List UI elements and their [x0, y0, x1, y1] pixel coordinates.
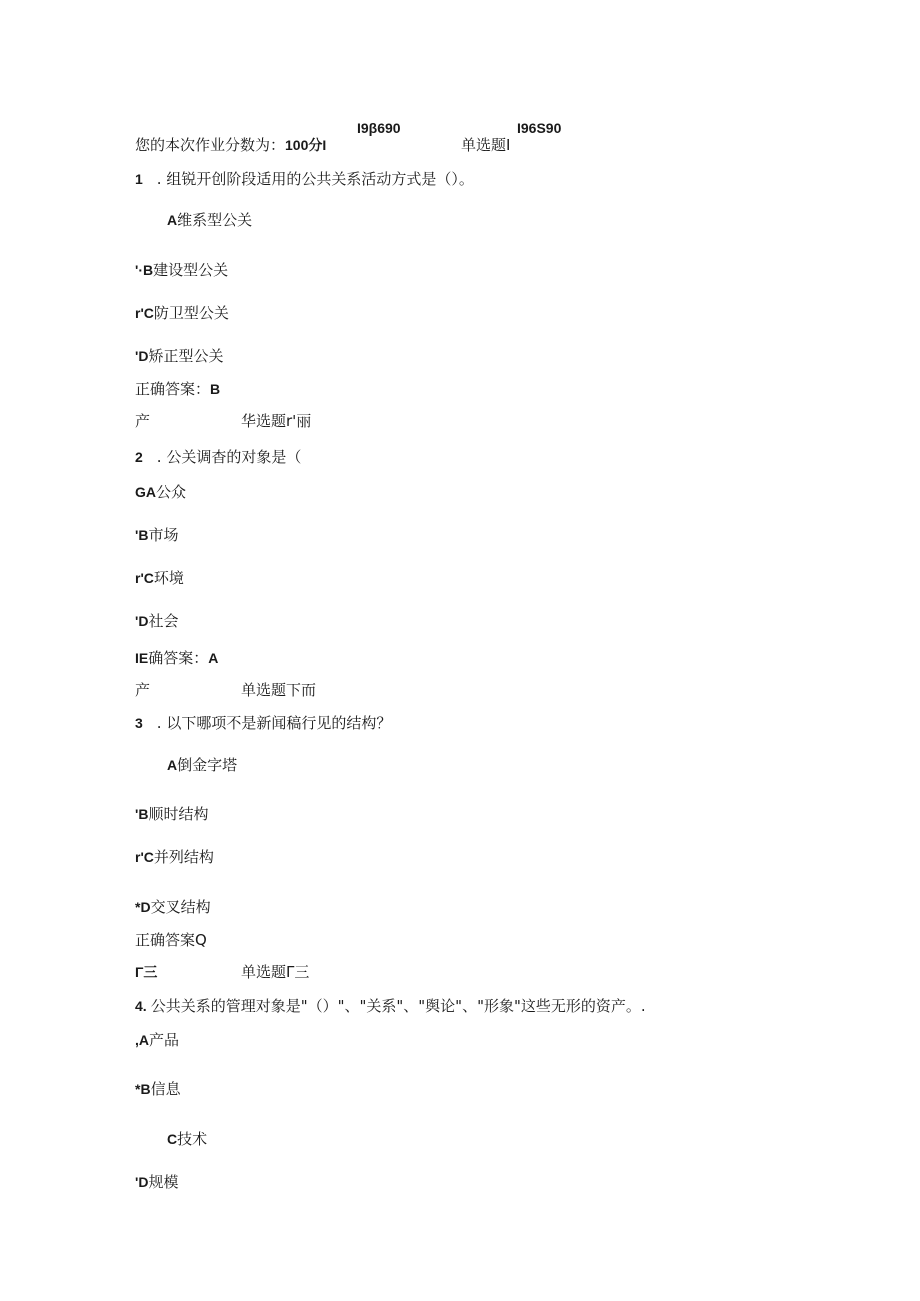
option-c[interactable] — [167, 1130, 207, 1148]
option-marker: A — [167, 212, 178, 228]
correct-answer — [135, 649, 218, 667]
option-text: 社会 — [148, 612, 179, 630]
option-text: 顺时结构 — [148, 805, 209, 823]
option-marker: r'C — [135, 849, 154, 865]
option-marker: A — [167, 757, 178, 773]
option-b[interactable] — [135, 261, 228, 279]
option-a[interactable] — [135, 483, 186, 501]
option-c[interactable] — [135, 304, 229, 322]
option-d[interactable] — [135, 898, 211, 916]
answer-label: 正确答案： — [135, 380, 211, 398]
option-text: 环境 — [153, 569, 184, 587]
option-b[interactable] — [135, 526, 178, 544]
option-text: 市场 — [148, 526, 179, 544]
next-marker-left: Γ三 — [135, 964, 158, 980]
score-line — [135, 136, 326, 154]
option-text: 公众 — [156, 483, 187, 501]
question-4 — [135, 997, 646, 1015]
next-marker-left: 产 — [135, 412, 151, 430]
header-code-right: I96S90 — [517, 120, 562, 136]
option-text: 倒金字塔 — [177, 756, 238, 774]
option-d[interactable] — [135, 612, 178, 630]
option-text: 矫正型公关 — [148, 347, 224, 365]
option-marker: *B — [135, 1081, 151, 1097]
option-text: 防卫型公关 — [153, 304, 229, 322]
option-marker: '·B — [135, 262, 154, 278]
option-marker: 'B — [135, 806, 149, 822]
option-d[interactable] — [135, 1173, 178, 1191]
option-text: 信息 — [150, 1080, 181, 1098]
option-text: 规模 — [148, 1173, 179, 1191]
option-marker: C — [167, 1131, 178, 1147]
correct-answer: 正确答案Q — [135, 931, 207, 949]
question-text: . 公关调杳的对象是（ — [156, 448, 302, 466]
option-b[interactable] — [135, 805, 208, 823]
question-number: 1 — [135, 171, 143, 187]
question-text: . 以下哪项不是新闻稿行见的结构？ — [156, 714, 392, 732]
answer-value: A — [208, 650, 219, 666]
option-c[interactable] — [135, 848, 214, 866]
question-1 — [135, 170, 474, 188]
correct-answer — [135, 380, 220, 398]
section-label: 单选题I — [461, 136, 511, 154]
question-number: 3 — [135, 715, 143, 731]
option-text: 产品 — [149, 1031, 180, 1049]
option-b[interactable] — [135, 1080, 181, 1098]
question-number: 4. — [135, 998, 147, 1014]
option-a[interactable] — [167, 211, 252, 229]
question-text: . 组锐开创阶段适用的公共关系活动方式是（）。 — [156, 170, 474, 188]
option-marker: 'B — [135, 527, 149, 543]
option-text: 交叉结构 — [150, 898, 211, 916]
question-2 — [135, 448, 301, 466]
question-3 — [135, 714, 391, 732]
option-marker: 'D — [135, 348, 149, 364]
option-c[interactable] — [135, 569, 184, 587]
score-prefix: 您的本次作业分数为： — [135, 136, 286, 154]
question-number: 2 — [135, 449, 143, 465]
answer-label: 确答案： — [148, 649, 209, 667]
score-value: 100分I — [285, 137, 327, 153]
next-section-label: 单选题Γ三 — [241, 963, 310, 981]
option-d[interactable] — [135, 347, 223, 365]
next-section-label: 单选题下而 — [241, 681, 317, 699]
option-marker: GA — [135, 484, 156, 500]
option-text: 技术 — [177, 1130, 208, 1148]
option-marker: r'C — [135, 570, 154, 586]
question-text: 公共关系的管理对象是"（）"、"关系"、"舆论"、"形象"这些无形的资产。. — [150, 997, 646, 1015]
next-section-label: 华选题r'丽 — [241, 412, 312, 430]
option-a[interactable] — [135, 1031, 179, 1049]
answer-label-prefix: IE — [135, 650, 149, 666]
option-text: 并列结构 — [153, 848, 214, 866]
option-text: 建设型公关 — [153, 261, 229, 279]
option-marker: r'C — [135, 305, 154, 321]
option-text: 维系型公关 — [177, 211, 253, 229]
next-marker-left: 产 — [135, 681, 151, 699]
option-marker: 'D — [135, 613, 149, 629]
option-marker: 'D — [135, 1174, 149, 1190]
option-marker: ,A — [135, 1032, 149, 1048]
option-marker: *D — [135, 899, 151, 915]
answer-value: B — [210, 381, 221, 397]
header-code-left: I9β690 — [357, 120, 401, 136]
option-a[interactable] — [167, 756, 237, 774]
